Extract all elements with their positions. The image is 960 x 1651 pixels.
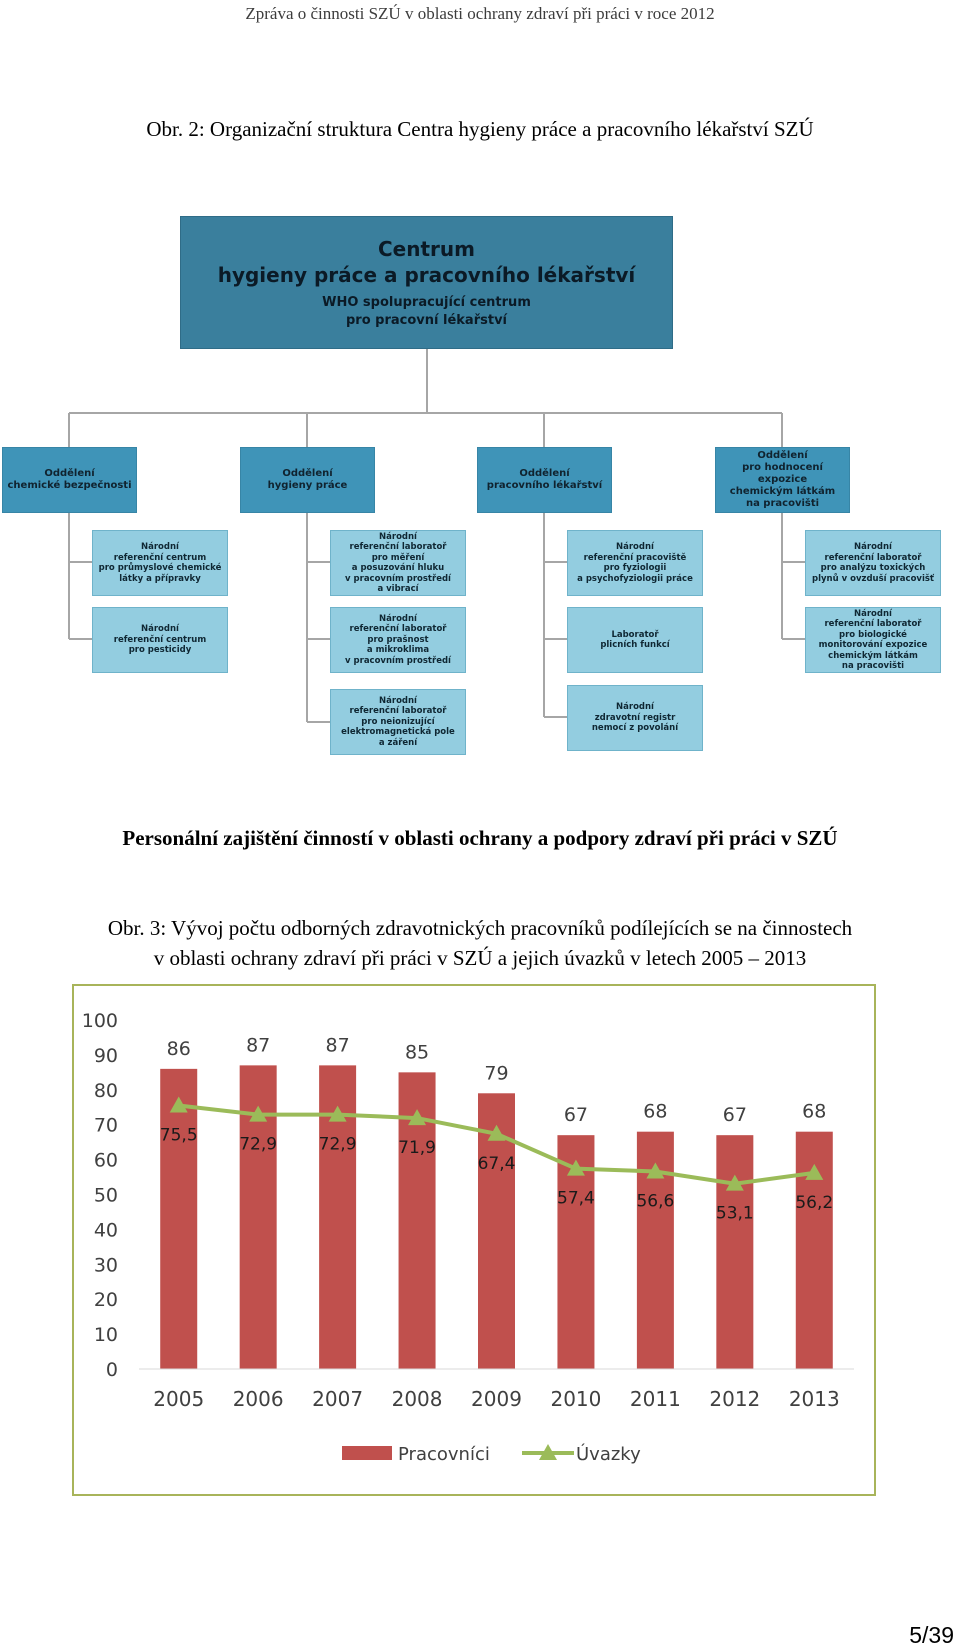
bar-2005 [160, 1069, 197, 1369]
center-box [180, 216, 673, 349]
x-tick-label: 2005 [153, 1387, 205, 1411]
line-value-label: 57,4 [557, 1188, 595, 1209]
unit-industrial-chemicals-centre: Národní referenční centrum pro průmyslové chemické látky a přípravky [92, 530, 228, 596]
y-tick-label: 90 [93, 1044, 118, 1067]
line-value-label: 53,1 [715, 1203, 754, 1224]
dept-occupational-medicine: Oddělení pracovního lékařství [477, 447, 612, 513]
bar-value-label: 68 [802, 1100, 827, 1123]
line-value-label: 56,2 [795, 1192, 834, 1213]
x-tick-label: 2008 [391, 1387, 443, 1411]
x-tick-label: 2007 [312, 1387, 364, 1411]
unit-dust-microclimate-lab: Národní referenční laboratoř pro prašnost a mikroklima v pracovním prostředí [330, 607, 466, 673]
unit-lung-function-lab: Laboratoř plicních funkcí [567, 607, 703, 673]
dept-chemical-safety: Oddělení chemické bezpečnosti [2, 447, 137, 513]
bar-2012 [716, 1135, 753, 1369]
bar-value-label: 68 [643, 1100, 668, 1123]
x-tick-label: 2010 [550, 1387, 602, 1411]
center-title-line1: Centrum [378, 236, 475, 261]
y-tick-label: 60 [93, 1149, 118, 1172]
chart-frame [72, 984, 876, 1496]
unit-pesticides-centre: Národní referenční centrum pro pesticidy [92, 607, 228, 673]
dept-occupational-hygiene: Oddělení hygieny práce [240, 447, 375, 513]
dept-exposure-assessment: Oddělení pro hodnocení expozice chemickým látkám na pracovišti [715, 447, 850, 513]
center-subtitle-line2: pro pracovní lékařství [346, 312, 507, 328]
unit-noise-vibration-lab: Národní referenční laboratoř pro měření a posuzování hluku v pracovním prostředí a vibrací [330, 530, 466, 596]
line-value-label: 67,4 [477, 1153, 516, 1174]
x-tick-label: 2009 [471, 1387, 522, 1411]
line-value-label: 72,9 [239, 1134, 278, 1155]
x-tick-label: 2012 [709, 1387, 761, 1411]
unit-non-ionizing-radiation-lab: Národní referenční laboratoř pro neionizující elektromagnetická pole a záření [330, 689, 466, 755]
running-header: Zpráva o činnosti SZÚ v oblasti ochrany zdraví při práci v roce 2012 [245, 4, 715, 23]
page-number: 5/39 [909, 1622, 954, 1648]
x-tick-label: 2013 [788, 1387, 840, 1411]
section-heading: Personální zajištění činností v oblasti ochrany a podpory zdraví při práci v SZÚ [122, 826, 838, 850]
y-tick-label: 70 [93, 1114, 118, 1137]
figure-3-caption-line2: v oblasti ochrany zdraví při práci v SZÚ a jejich úvazků v letech 2005 – 2013 [153, 946, 807, 970]
y-tick-label: 50 [93, 1184, 118, 1207]
y-tick-label: 100 [81, 1010, 118, 1032]
unit-toxic-gases-lab: Národní referenční laboratoř pro analýzu toxických plynů v ovzduší pracovišť [805, 530, 941, 596]
y-tick-label: 30 [93, 1254, 118, 1277]
unit-occupational-disease-registry: Národní zdravotní registr nemocí z povolání [567, 685, 703, 751]
bar-value-label: 87 [246, 1034, 271, 1057]
bar-value-label: 86 [166, 1037, 191, 1060]
org-chart [0, 0, 960, 760]
legend-bar-swatch [342, 1446, 392, 1460]
y-tick-label: 0 [105, 1359, 118, 1381]
center-subtitle-line1: WHO spolupracující centrum [322, 294, 531, 310]
figure-3-caption-line1: Obr. 3: Vývoj počtu odborných zdravotnických pracovníků podílejících se na činnostech [107, 916, 853, 940]
line-value-label: 71,9 [398, 1138, 436, 1159]
bar-value-label: 67 [722, 1104, 747, 1127]
y-tick-label: 10 [93, 1324, 118, 1347]
legend-label-pracovnici: Pracovníci [398, 1444, 490, 1465]
figure-2-caption: Obr. 2: Organizační struktura Centra hygieny práce a pracovního lékařství SZÚ [146, 117, 814, 141]
line-value-label: 72,9 [318, 1134, 357, 1155]
x-tick-label: 2006 [232, 1387, 284, 1411]
bar-value-label: 67 [563, 1104, 589, 1127]
unit-physiology-workplace: Národní referenční pracoviště pro fyziologii a psychofyziologii práce [567, 530, 703, 596]
line-value-label: 75,5 [159, 1125, 198, 1146]
y-tick-label: 20 [93, 1289, 118, 1312]
bar-value-label: 79 [484, 1062, 509, 1085]
y-tick-label: 80 [93, 1079, 118, 1102]
line-value-label: 56,6 [636, 1191, 675, 1212]
y-tick-label: 40 [93, 1219, 118, 1242]
unit-biomonitoring-lab: Národní referenční laboratoř pro biologické monitorování expozice chemickým látkám na pracovišti [805, 607, 941, 673]
center-title-line2: hygieny práce a pracovního lékařství [217, 262, 636, 287]
bar-value-label: 85 [404, 1041, 430, 1064]
legend-label-uvazky: Úvazky [576, 1444, 641, 1465]
bar-line-chart [74, 986, 874, 1494]
bar-value-label: 87 [325, 1034, 350, 1057]
x-tick-label: 2011 [629, 1387, 681, 1411]
